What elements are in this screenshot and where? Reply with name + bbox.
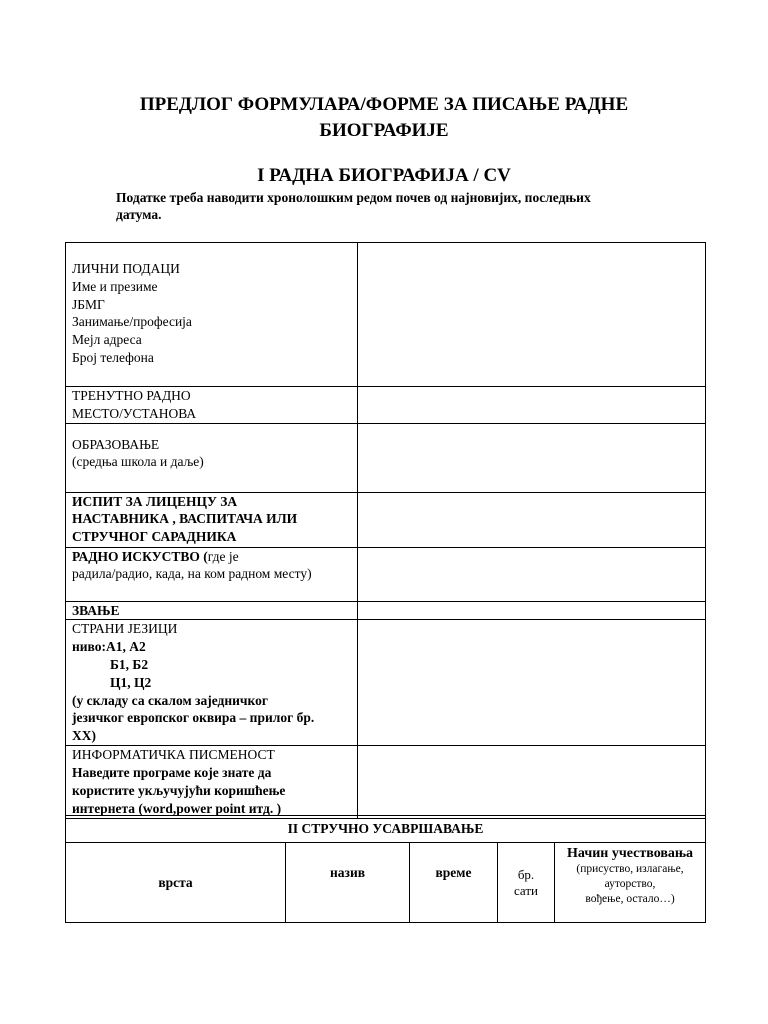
participation-mode-note1: (присуство, излагање,: [576, 863, 684, 875]
personal-data-label-cell: [66, 243, 358, 387]
education-heading: ОБРАЗОВАЊЕ: [72, 436, 160, 452]
current-job-label-line1: ТРЕНУТНО РАДНО: [72, 388, 191, 403]
language-level-a: ниво:А1, А2: [72, 639, 146, 655]
experience-label-cell: [66, 547, 358, 601]
email-label: Мејл адреса: [72, 332, 142, 348]
experience-row: [66, 547, 706, 601]
title-label-cell: [66, 601, 358, 620]
instruction-note-line2: датума.: [116, 207, 162, 222]
participation-mode-note3: вођење, остало…): [585, 893, 675, 905]
it-literacy-note-line2: користите укључујући коришћење: [72, 782, 286, 798]
languages-row: [66, 620, 706, 746]
document-title-line1: ПРЕДЛОГ ФОРМУЛАРА/ФОРМЕ ЗА ПИСАЊЕ РАДНЕ: [139, 94, 629, 115]
it-literacy-label-cell: [66, 746, 358, 818]
languages-input[interactable]: [358, 620, 706, 746]
column-time: време: [410, 843, 498, 923]
it-literacy-note-line1: Наведите програме које знате да: [72, 765, 272, 781]
column-hours: [498, 843, 555, 923]
experience-note-end: радила/радио, када, на ком радном месту): [72, 566, 312, 582]
education-input[interactable]: [358, 423, 706, 492]
it-literacy-row: [66, 746, 706, 818]
title-heading: ЗВАЊЕ: [72, 602, 120, 618]
experience-note-start: где је: [207, 548, 239, 564]
occupation-label: Занимање/професија: [72, 314, 192, 330]
training-column-headers: [66, 843, 706, 923]
license-label-line3: СТРУЧНОГ САРАДНИКА: [72, 529, 237, 545]
cv-table: [65, 242, 706, 819]
license-label-line2: НАСТАВНИКА , ВАСПИТАЧА ИЛИ: [72, 511, 298, 527]
section2-heading: II СТРУЧНО УСАВРШАВАЊЕ: [66, 816, 706, 843]
instruction-note: [116, 189, 676, 223]
current-job-input[interactable]: [358, 387, 706, 424]
language-level-b: Б1, Б2: [110, 656, 149, 672]
current-job-label-line2: МЕСТО/УСТАНОВА: [72, 405, 197, 421]
languages-label-cell: [66, 620, 358, 746]
phone-label: Број телефона: [72, 349, 154, 365]
column-name: назив: [286, 843, 410, 923]
personal-data-heading: ЛИЧНИ ПОДАЦИ: [72, 261, 180, 276]
participation-mode-note2: ауторство,: [604, 878, 656, 890]
title-row: [66, 601, 706, 620]
section1-heading: I РАДНА БИОГРАФИЈА / CV: [257, 165, 511, 186]
license-label-cell: [66, 492, 358, 547]
column-type: врста: [66, 843, 286, 923]
it-literacy-note-line3: интернета (word,power point итд. ): [72, 800, 282, 816]
document-title-line2: БИОГРАФИЈЕ: [319, 120, 449, 141]
language-reference-line1: (у складу са скалом заједничког: [72, 692, 268, 708]
personal-data-input[interactable]: [358, 243, 706, 387]
training-table: [65, 815, 706, 923]
language-reference-line3: XX): [72, 728, 96, 744]
license-row: [66, 492, 706, 547]
it-literacy-input[interactable]: [358, 746, 706, 818]
training-heading-row: [66, 816, 706, 843]
education-row: [66, 423, 706, 492]
experience-heading: РАДНО ИСКУСТВО (: [72, 548, 208, 564]
name-label: Име и презиме: [72, 278, 158, 294]
license-input[interactable]: [358, 492, 706, 547]
participation-mode-heading: Начин учествовања: [567, 846, 694, 861]
instruction-note-line1: Податке треба наводити хронолошким редом почев од најновијих, последњих: [116, 190, 591, 205]
title-input[interactable]: [358, 601, 706, 620]
column-hours-line2: сати: [513, 882, 538, 898]
experience-input[interactable]: [358, 547, 706, 601]
language-reference-line2: језичког европског оквира – прилог бр.: [72, 710, 315, 726]
column-hours-line1: бр.: [517, 866, 535, 882]
it-literacy-heading: ИНФОРМАТИЧКА ПИСМЕНОСТ: [72, 747, 275, 763]
jmbg-label: ЈБМГ: [72, 296, 105, 312]
current-job-row: [66, 387, 706, 424]
education-note: (средња школа и даље): [72, 454, 204, 470]
column-participation-mode: [555, 843, 706, 923]
language-level-c: Ц1, Ц2: [110, 674, 152, 690]
current-job-label-cell: [66, 387, 358, 424]
languages-heading: СТРАНИ ЈЕЗИЦИ: [72, 621, 178, 637]
education-label-cell: [66, 423, 358, 492]
personal-data-row: [66, 243, 706, 387]
license-label-line1: ИСПИТ ЗА ЛИЦЕНЦУ ЗА: [72, 493, 238, 509]
